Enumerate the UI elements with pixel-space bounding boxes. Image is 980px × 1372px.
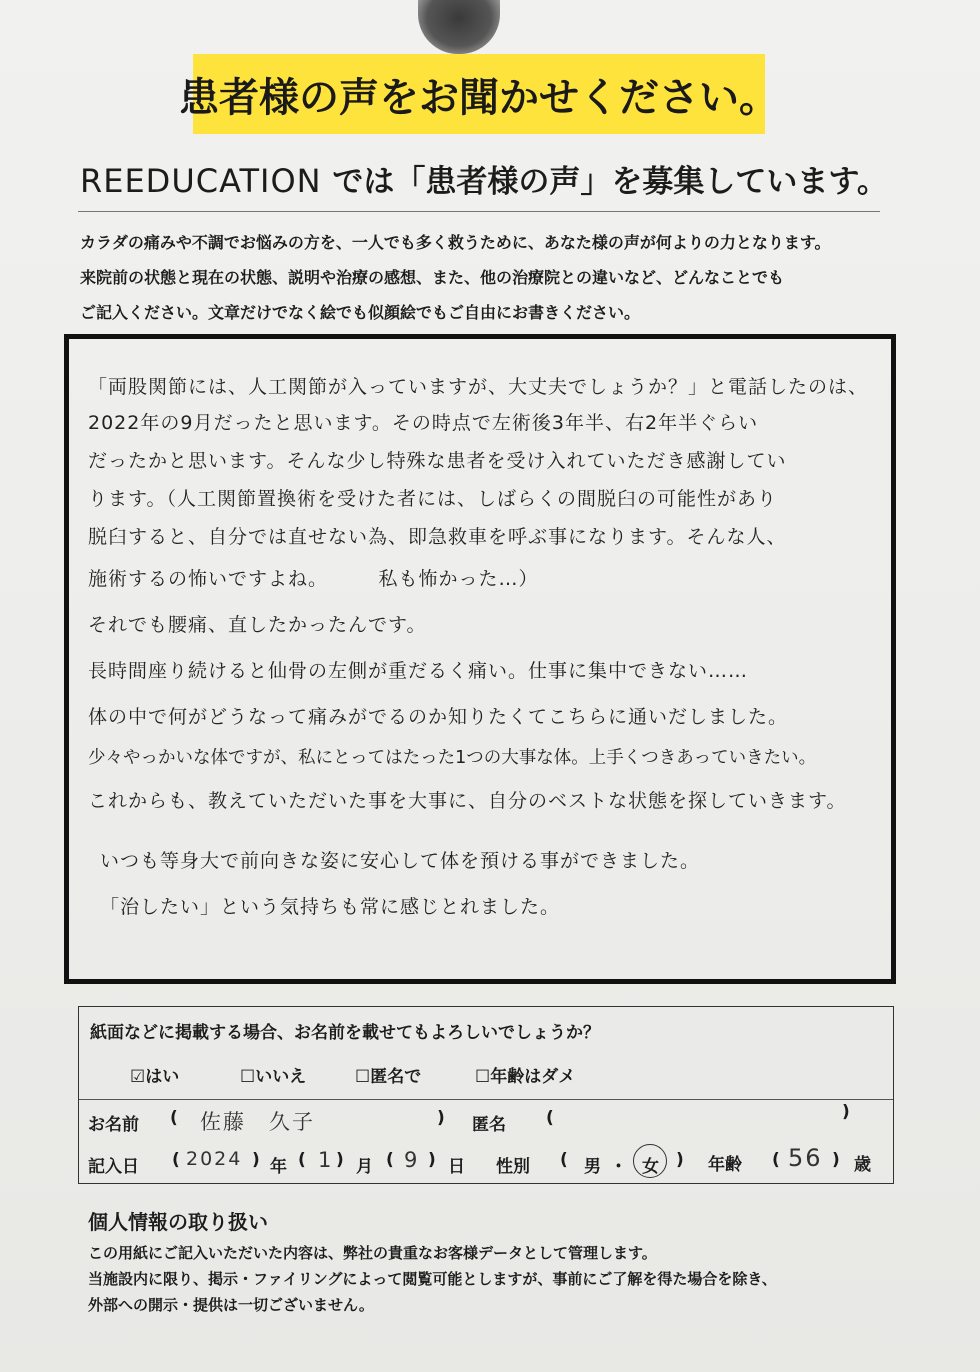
day-field[interactable]: 9 <box>404 1148 420 1172</box>
privacy-line-3: 外部への開示・提供は一切ございません。 <box>88 1296 374 1314</box>
year-unit: 年 <box>270 1157 287 1177</box>
letter-line-4: ります。（人工関節置換術を受けた者には、しばらくの間脱臼の可能性があり <box>88 488 777 510</box>
letter-line-7: それでも腰痛、直したかったんです。 <box>88 614 427 636</box>
month-open-paren: ( <box>298 1150 306 1170</box>
page-title: 患者様の声をお聞かせください。 <box>179 74 779 121</box>
gender-close-paren: ) <box>676 1150 684 1170</box>
intro-line-1: カラダの痛みや不調でお悩みの方を、一人でも多く救うために、あなた様の声が何よりの力となります。 <box>80 233 831 252</box>
privacy-line-1: この用紙にご記入いただいた内容は、弊社の貴重なお客様データとして管理します。 <box>88 1244 657 1262</box>
checkbox-icon[interactable]: ☐ <box>355 1067 371 1087</box>
anonymous-close-paren: ) <box>842 1102 850 1122</box>
anonymous-open-paren: ( <box>546 1108 554 1128</box>
consent-question: 紙面などに掲載する場合、お名前を載せてもよろしいでしょうか？ <box>90 1023 600 1043</box>
gender-label: 性別 <box>496 1157 530 1177</box>
letter-line-5: 脱臼すると、自分では直せない為、即急救車を呼ぶ事になります。そんな人、 <box>88 526 787 548</box>
name-label: お名前 <box>88 1115 139 1135</box>
gender-separator: ・ <box>610 1157 627 1177</box>
letter-line-6: 施術するの怖いですよね。 私も怖かった…） <box>88 568 539 590</box>
subtitle-text: では「患者様の声」を募集しています。 <box>332 164 888 200</box>
letter-line-9: 体の中で何がどうなって痛みがでるのか知りたくてこちらに通いだしました。 <box>88 706 789 728</box>
name-field[interactable]: 佐藤 久子 <box>200 1110 315 1134</box>
day-open-paren: ( <box>386 1150 394 1170</box>
day-close-paren: ) <box>428 1150 436 1170</box>
gender-female[interactable]: 女 <box>642 1157 659 1177</box>
gender-male[interactable]: 男 <box>584 1157 601 1177</box>
option-anonymous[interactable]: ☐匿名で <box>355 1067 422 1087</box>
letter-line-3: だったかと思います。そんな少し特殊な患者を受け入れていただき感謝してい <box>88 450 787 472</box>
age-close-paren: ) <box>832 1150 840 1170</box>
year-field[interactable]: 2024 <box>186 1148 243 1170</box>
intro-line-3: ご記入ください。文章だけでなく絵でも似顔絵でもご自由にお書きください。 <box>80 303 641 322</box>
letter-line-12: いつも等身大で前向きな姿に安心して体を預ける事ができました。 <box>100 850 701 872</box>
day-unit: 日 <box>448 1157 465 1177</box>
selected-gender-circle <box>633 1144 667 1178</box>
subtitle <box>80 156 900 201</box>
checkbox-icon[interactable]: ☐ <box>240 1067 256 1087</box>
name-close-paren: ) <box>437 1108 445 1128</box>
date-label: 記入日 <box>88 1157 139 1177</box>
letter-line-8: 長時間座り続けると仙骨の左側が重だるく痛い。仕事に集中できない…… <box>88 660 749 682</box>
letter-line-2: 2022年の9月だったと思います。その時点で左術後3年半、右2年半ぐらい <box>88 412 759 434</box>
gender-open-paren: ( <box>560 1150 568 1170</box>
letter-line-13: 「治したい」という気持ちも常に感じとれました。 <box>100 896 561 918</box>
option-yes[interactable]: ☑はい <box>130 1067 180 1087</box>
letter-line-1: 「両股関節には、人工関節が入っていますが、大丈夫でしょうか？」と電話したのは、 <box>88 376 869 398</box>
letter-line-11: これからも、教えていただいた事を大事に、自分のベストな状態を探していきます。 <box>88 790 847 812</box>
letter-line-10: 少々やっかいな体ですが、私にとってはたった1つの大事な体。上手くつきあっていきたい。 <box>88 748 817 768</box>
intro-line-2: 来院前の状態と現在の状態、説明や治療の感想、また、他の治療院との違いなど、どんなことでも <box>80 268 785 287</box>
month-unit: 月 <box>356 1157 373 1177</box>
year-close-paren: ) <box>252 1150 260 1170</box>
checkbox-checked-icon[interactable]: ☑ <box>130 1067 146 1087</box>
option-no[interactable]: ☐いいえ <box>240 1067 307 1087</box>
month-close-paren: ) <box>336 1150 344 1170</box>
form-divider <box>79 1099 893 1100</box>
month-field[interactable]: 1 <box>318 1148 334 1172</box>
name-open-paren: ( <box>170 1108 178 1128</box>
option-no-age[interactable]: ☐年齢はダメ <box>475 1067 576 1087</box>
brand-name: REEDUCATION <box>80 162 322 200</box>
age-label: 年齢 <box>708 1155 742 1175</box>
age-field[interactable]: 56 <box>788 1144 823 1172</box>
anonymous-label: 匿名 <box>472 1115 506 1135</box>
title-banner <box>179 54 779 134</box>
privacy-title: 個人情報の取り扱い <box>88 1210 268 1234</box>
year-open-paren: ( <box>172 1150 180 1170</box>
checkbox-icon[interactable]: ☐ <box>475 1067 491 1087</box>
age-unit: 歳 <box>854 1155 871 1175</box>
age-open-paren: ( <box>772 1150 780 1170</box>
punch-hole <box>418 0 500 54</box>
privacy-line-2: 当施設内に限り、掲示・ファイリングによって閲覧可能としますが、事前にご了解を得た場合を除き、 <box>88 1270 777 1288</box>
divider <box>78 211 880 212</box>
